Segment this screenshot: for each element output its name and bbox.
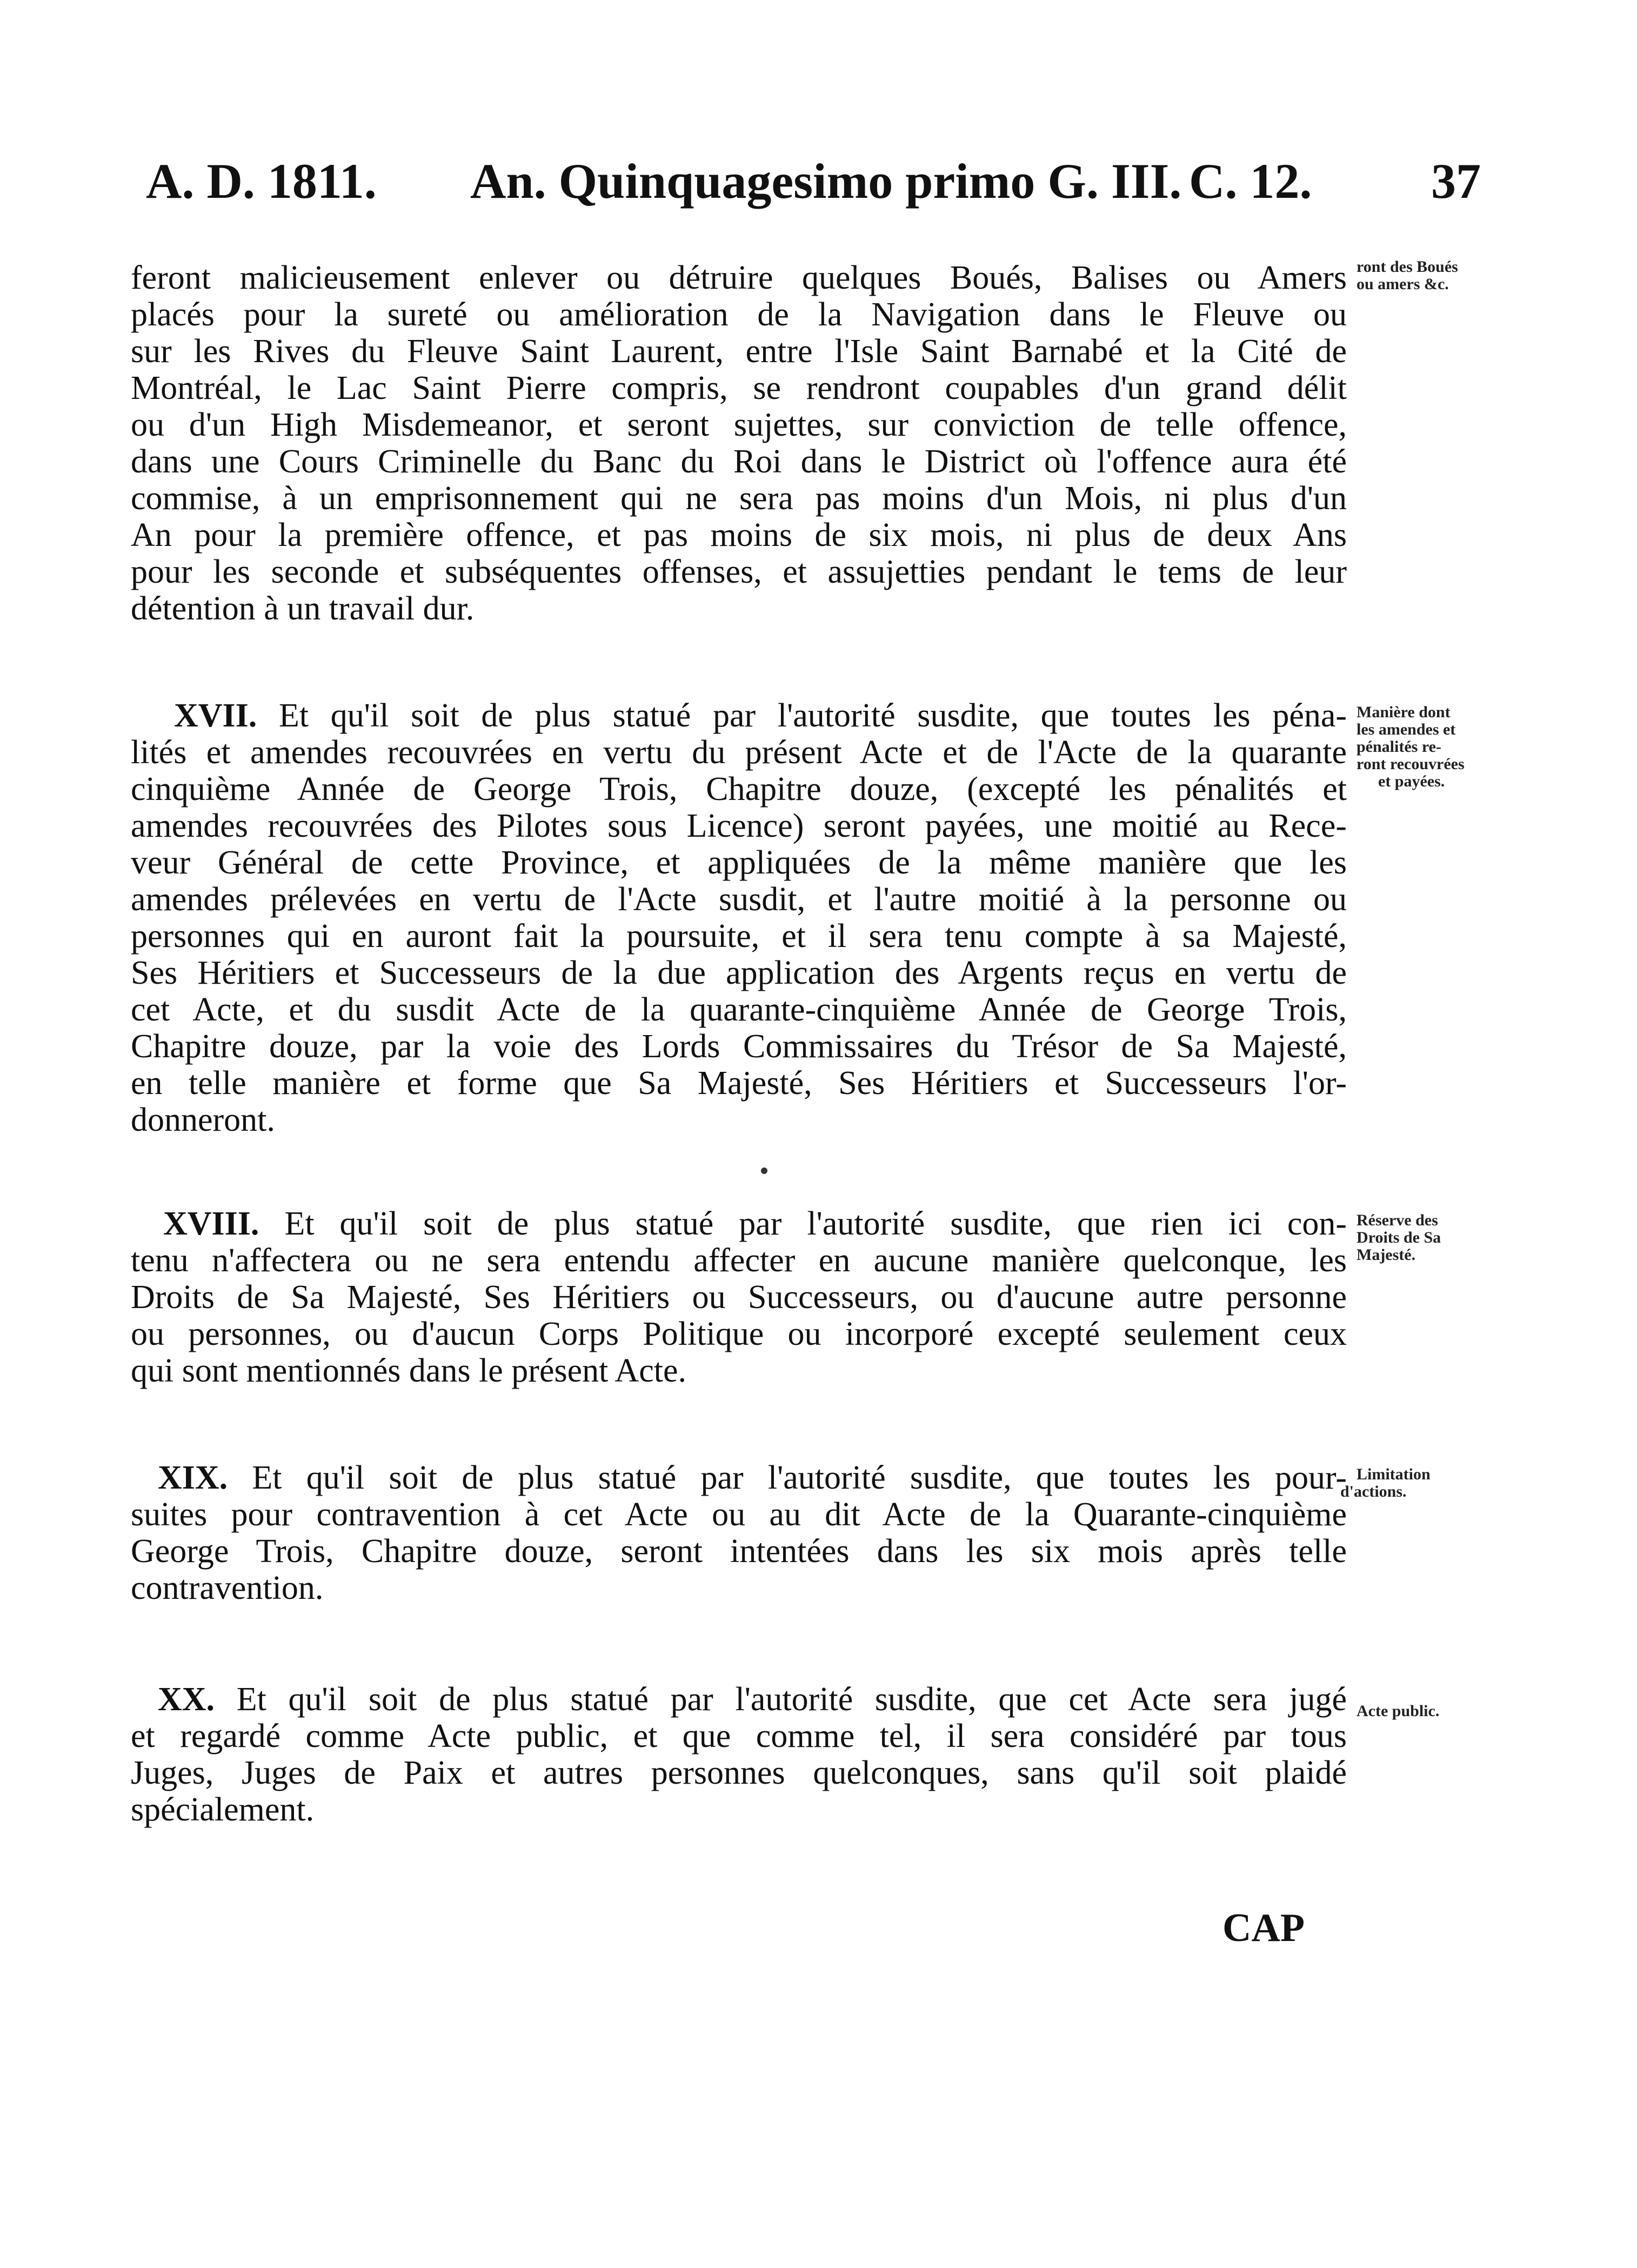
text-line: donneront. bbox=[131, 1102, 275, 1138]
text-line bbox=[131, 1681, 1347, 1718]
text-line: sur les Rives du Fleuve Saint Laurent, entre l'Isle Saint Barnabé et la Cité de bbox=[131, 333, 1347, 370]
section-number: XVIII. bbox=[163, 1205, 259, 1242]
header-year: A. D. 1811. bbox=[146, 154, 377, 209]
text-line bbox=[131, 1205, 1347, 1242]
margin-note-line: pénalités re- bbox=[1357, 738, 1441, 756]
text-line: amendes recouvrées des Pilotes sous Licence) seront payées, une moitié au Rece- bbox=[131, 808, 1347, 844]
print-mark bbox=[761, 1168, 767, 1174]
margin-note-line: Réserve des bbox=[1357, 1211, 1438, 1229]
text-line: dans une Cours Criminelle du Banc du Roi dans le District où l'offence aura été bbox=[131, 443, 1347, 480]
section-xx bbox=[131, 1681, 1347, 1828]
margin-note-line: Majesté. bbox=[1357, 1246, 1416, 1264]
margin-note-acte-public bbox=[1357, 1703, 1529, 1720]
section-xix bbox=[131, 1459, 1347, 1606]
text-line bbox=[131, 697, 1347, 734]
margin-note-line: Droits de Sa bbox=[1357, 1229, 1441, 1246]
text-line: en telle manière et forme que Sa Majesté, Ses Héritiers et Successeurs l'or- bbox=[131, 1065, 1347, 1102]
section-xvii bbox=[131, 697, 1347, 1138]
text-line: et regardé comme Acte public, et que comme tel, il sera considéré par tous bbox=[131, 1718, 1347, 1755]
text-line: cinquième Année de George Trois, Chapitre douze, (excepté les pénalités et bbox=[131, 771, 1347, 808]
continuation-paragraph bbox=[131, 259, 1347, 627]
text-span: Et qu'il soit de plus statué par l'autorité susdite, que toutes les péna- bbox=[279, 697, 1347, 734]
text-line: lités et amendes recouvrées en vertu du présent Acte et de l'Acte de la quarante bbox=[131, 734, 1347, 771]
margin-note-line: les amendes et bbox=[1357, 721, 1456, 738]
text-span: Et qu'il soit de plus statué par l'autorité susdite, que cet Acte sera jugé bbox=[236, 1681, 1347, 1718]
text-line: feront malicieusement enlever ou détruire quelques Boués, Balises ou Amers bbox=[131, 259, 1347, 296]
text-line: tenu n'affectera ou ne sera entendu affecter en aucune manière quelconque, les bbox=[131, 1242, 1347, 1279]
text-line: amendes prélevées en vertu de l'Acte susdit, et l'autre moitié à la personne ou bbox=[131, 881, 1347, 918]
text-line: Chapitre douze, par la voie des Lords Commissaires du Trésor de Sa Majesté, bbox=[131, 1028, 1347, 1065]
text-span: Et qu'il soit de plus statué par l'autorité susdite, que rien ici con- bbox=[284, 1205, 1347, 1242]
text-line: spécialement. bbox=[131, 1791, 315, 1828]
text-line: pour les seconde et subséquentes offenses, et assujetties pendant le tems de leur bbox=[131, 553, 1347, 590]
text-line: placés pour la sureté ou amélioration de la Navigation dans le Fleuve ou bbox=[131, 296, 1347, 333]
margin-note-boues bbox=[1357, 258, 1529, 293]
margin-note-line: et payées. bbox=[1378, 772, 1445, 790]
text-line: Ses Héritiers et Successeurs de la due application des Argents reçus en vertu de bbox=[131, 955, 1347, 991]
section-xviii bbox=[131, 1205, 1347, 1389]
text-line: Droits de Sa Majesté, Ses Héritiers ou Successeurs, ou d'aucune autre personne bbox=[131, 1279, 1347, 1316]
text-line: cet Acte, et du susdit Acte de la quarante-cinquième Année de George Trois, bbox=[131, 991, 1347, 1028]
text-line: contravention. bbox=[131, 1570, 324, 1606]
text-line: veur Général de cette Province, et appliquées de la même manière que les bbox=[131, 844, 1347, 881]
text-line bbox=[131, 1459, 1347, 1496]
margin-note-limitation bbox=[1340, 1466, 1513, 1500]
text-line: George Trois, Chapitre douze, seront intentées dans les six mois après telle bbox=[131, 1533, 1347, 1570]
catchword: CAP bbox=[1222, 1906, 1305, 1950]
margin-note-line: d'actions. bbox=[1340, 1483, 1407, 1500]
text-line: Montréal, le Lac Saint Pierre compris, se rendront coupables d'un grand délit bbox=[131, 370, 1347, 406]
text-line: ou personnes, ou d'aucun Corps Politique ou incorporé excepté seulement ceux bbox=[131, 1316, 1347, 1352]
section-number: XIX. bbox=[158, 1459, 228, 1496]
margin-note-line: Acte public. bbox=[1357, 1702, 1440, 1720]
text-line: suites pour contravention à cet Acte ou au dit Acte de la Quarante-cinquième bbox=[131, 1496, 1347, 1533]
margin-note-line: Limitation bbox=[1357, 1465, 1431, 1483]
text-line: Juges, Juges de Paix et autres personnes quelconques, sans qu'il soit plaidé bbox=[131, 1755, 1347, 1791]
text-line: qui sont mentionnés dans le présent Acte. bbox=[131, 1352, 686, 1389]
text-line: détention à un travail dur. bbox=[131, 590, 475, 627]
running-header bbox=[146, 152, 1481, 223]
text-line: An pour la première offence, et pas moins de six mois, ni plus de deux Ans bbox=[131, 517, 1347, 553]
text-line: ou d'un High Misdemeanor, et seront sujettes, sur conviction de telle offence, bbox=[131, 406, 1347, 443]
section-number: XX. bbox=[158, 1681, 215, 1718]
header-title: An. Quinquagesimo primo G. III. bbox=[470, 154, 1182, 209]
margin-note-maniere bbox=[1357, 704, 1529, 790]
section-number: XVII. bbox=[174, 697, 257, 734]
page-number: 37 bbox=[1431, 154, 1481, 209]
text-span: Et qu'il soit de plus statué par l'autorité susdite, que toutes les pour- bbox=[252, 1459, 1347, 1496]
margin-note-line: ront des Boués bbox=[1357, 258, 1458, 276]
margin-note-line: ront recouvrées bbox=[1357, 755, 1465, 773]
header-chapter: C. 12. bbox=[1189, 154, 1312, 209]
margin-note-reserve bbox=[1357, 1212, 1529, 1264]
margin-note-line: ou amers &c. bbox=[1357, 275, 1449, 293]
margin-note-line: Manière dont bbox=[1357, 703, 1451, 721]
text-line: personnes qui en auront fait la poursuite, et il sera tenu compte à sa Majesté, bbox=[131, 918, 1347, 955]
text-line: commise, à un emprisonnement qui ne sera pas moins d'un Mois, ni plus d'un bbox=[131, 480, 1347, 517]
